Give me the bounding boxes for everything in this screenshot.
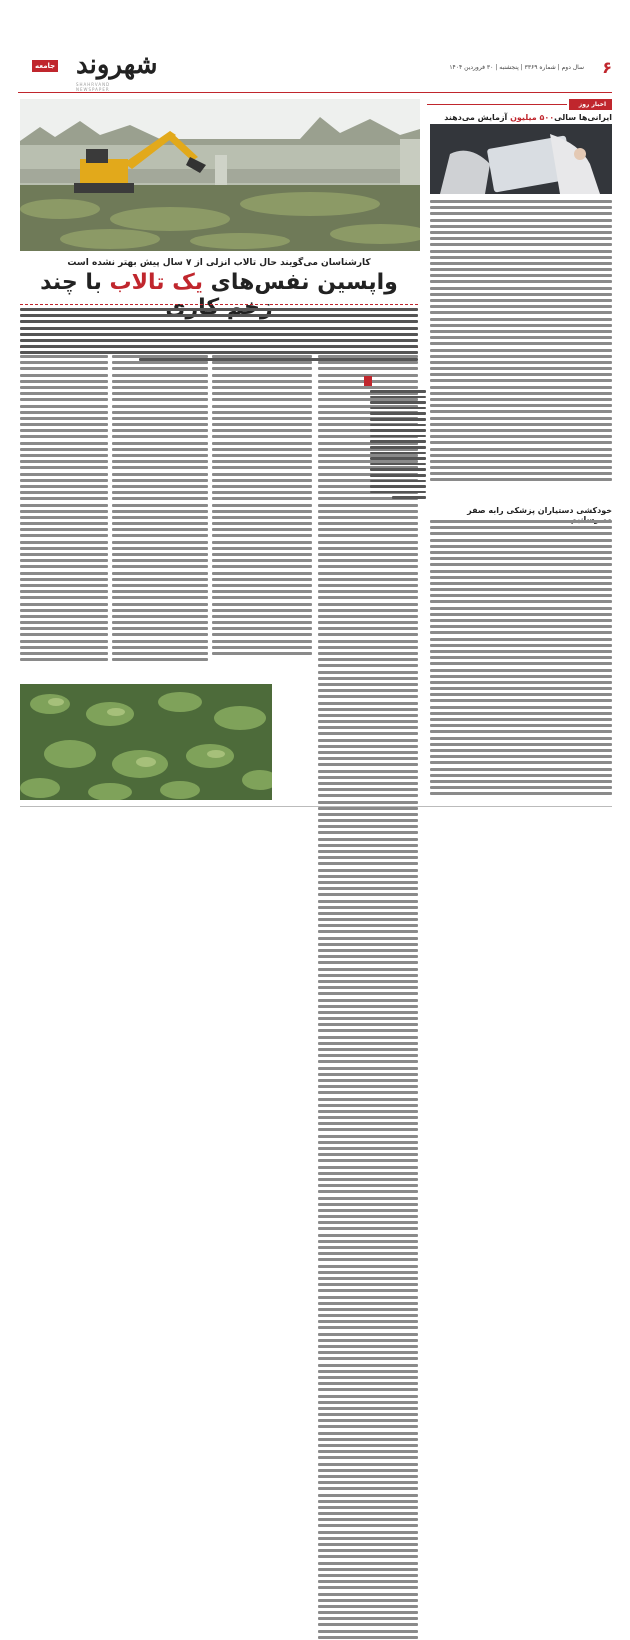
bookmark-ribbon-icon [364,376,372,386]
story-lead [20,304,418,348]
story1-title-highlight: ۵۰۰ میلیون [510,113,555,122]
lab-tablet-photo [430,124,612,194]
story1-title [427,113,612,122]
header-divider [18,92,612,93]
headline-part2: با چند [40,270,102,295]
body-column-3 [112,355,208,680]
logo-english: SHAHRVAND NEWSPAPER [76,82,111,92]
logo-main: شهروند [76,50,158,80]
issue-meta: سال دوم | شماره ۳۳۶۹ | پنجشنبه | ۳۰ فروردین ۱۴۰۴ [449,64,584,71]
section-header [427,99,612,110]
story1-title-part1: ایرانی‌ها سالی [554,113,612,122]
story1-body [430,200,612,500]
logo-section: جامعه [32,60,58,72]
story2-body [430,520,612,802]
section-tag: اخبار روز [569,99,612,110]
body-column-4 [20,355,108,680]
headline-part1: واپسین نفس‌های [203,270,398,295]
section-rule [427,104,567,105]
footer-rule [20,806,612,807]
story-kicker: کارشناسان می‌گویند حال تالاب انزلی از ۷ سال پیش بهتر نشده است [67,258,371,268]
shahrvand-logo-icon [28,50,158,92]
story2-title: خودکشی دستیاران پزشکی رابه صفر [467,506,612,515]
water-plants-photo [20,684,272,800]
headline-highlight: یک تالاب [109,270,203,295]
story1-title-part2: آزمایش می‌دهند [444,113,511,122]
body-column-1 [318,355,418,1640]
page-number: ۶ [602,58,612,77]
page-header [18,52,612,92]
wetland-excavator-photo [20,99,420,251]
pull-quote [370,390,426,502]
